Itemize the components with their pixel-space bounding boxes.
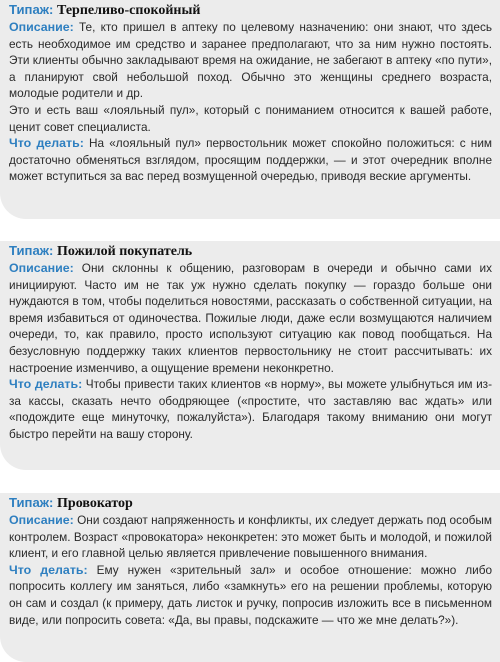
type-card-patient-calm <box>0 0 500 219</box>
card-heading <box>9 242 492 260</box>
type-card-provocateur <box>0 493 500 662</box>
description-text: Они создают напряженность и конфликты, их следует держать под особым контролем. Возраст «провокатора» неконкретен: это может быть и молодой, и пожилой клиент, и его главной целью является привлечение повышенного внимания. <box>9 513 493 561</box>
description-paragraph <box>9 19 492 102</box>
type-title: Терпеливо-спокойный <box>57 3 201 18</box>
card-heading <box>9 1 492 19</box>
type-label: Типаж: <box>9 2 54 17</box>
type-card-elderly-buyer <box>0 241 500 470</box>
todo-label: Что делать: <box>9 562 88 577</box>
description-paragraph <box>9 260 492 376</box>
todo-text: На «лояльный пул» первостольник может спокойно положиться: с ним достаточно обменяться взглядом, просящим поддержки, — и этот очередник вполне может вступиться за вас перед возмущенной очередью, приводя веские аргументы. <box>9 136 493 184</box>
todo-label: Что делать: <box>9 136 84 151</box>
todo-paragraph <box>9 135 492 185</box>
extra-paragraph <box>9 102 492 135</box>
description-paragraph <box>9 512 492 562</box>
description-label: Описание: <box>9 513 74 527</box>
type-label: Типаж: <box>9 243 54 258</box>
description-label: Описание: <box>9 20 74 34</box>
todo-paragraph <box>9 376 492 442</box>
todo-paragraph <box>9 562 492 628</box>
extra-text: Это и есть ваш «лояльный пул», который с пониманием относится к вашей работе, ценит совет специалиста. <box>9 102 492 134</box>
description-text: Они склонны к общению, разговорам в очереди и обычно сами их инициируют. Часто им не так уж нужно сделать покупку — гораздо больше они нуждаются в том, чтобы поделиться новостями, рассказать о собственной ситуации, на время избавиться от одиночества. Пожилые люди, даже если возмущаются наличием очереди, то, как правило, просто используют ситуацию как повод пообщаться. На безусловную поддержку таких клиентов первостольнику не стоит рассчитывать: их настроение изменчиво, а ощущение времени неконкретно. <box>9 261 492 375</box>
todo-text: Чтобы привести таких клиентов «в норму», вы можете улыбнуться им из-за кассы, сказать нечто ободряющее («простите, что заставляю вас ждать» или «подождите еще минуточку, пожалуйста»). Благодаря такому вниманию они могут быстро перейти на вашу сторону. <box>9 377 493 441</box>
type-title: Провокатор <box>57 496 133 511</box>
description-text: Те, кто пришел в аптеку по целевому назначению: они знают, что здесь есть необходимое им средство и заранее предполагают, что за ним нужно постоять. Эти клиенты обычно закладывают время на ожидание, не забегают в аптеку «по пути», а планируют свой небольшой поход. Обычно это женщины среднего возраста, молодые родители и др. <box>9 20 492 101</box>
description-label: Описание: <box>9 261 74 275</box>
type-title: Пожилой покупатель <box>57 244 193 259</box>
type-label: Типаж: <box>9 495 54 510</box>
todo-label: Что делать: <box>9 377 83 392</box>
card-heading <box>9 494 492 512</box>
todo-text: Ему нужен «зрительный зал» и особое отношение: можно либо попросить коллегу им заняться, либо «замкнуть» его на решении проблемы, которую он сам и создал (к примеру, дать листок и ручку, попросив изложить все в письменном виде, или попросить совета: «Да, вы правы, подскажите — что же мне делать?»). <box>9 562 493 627</box>
